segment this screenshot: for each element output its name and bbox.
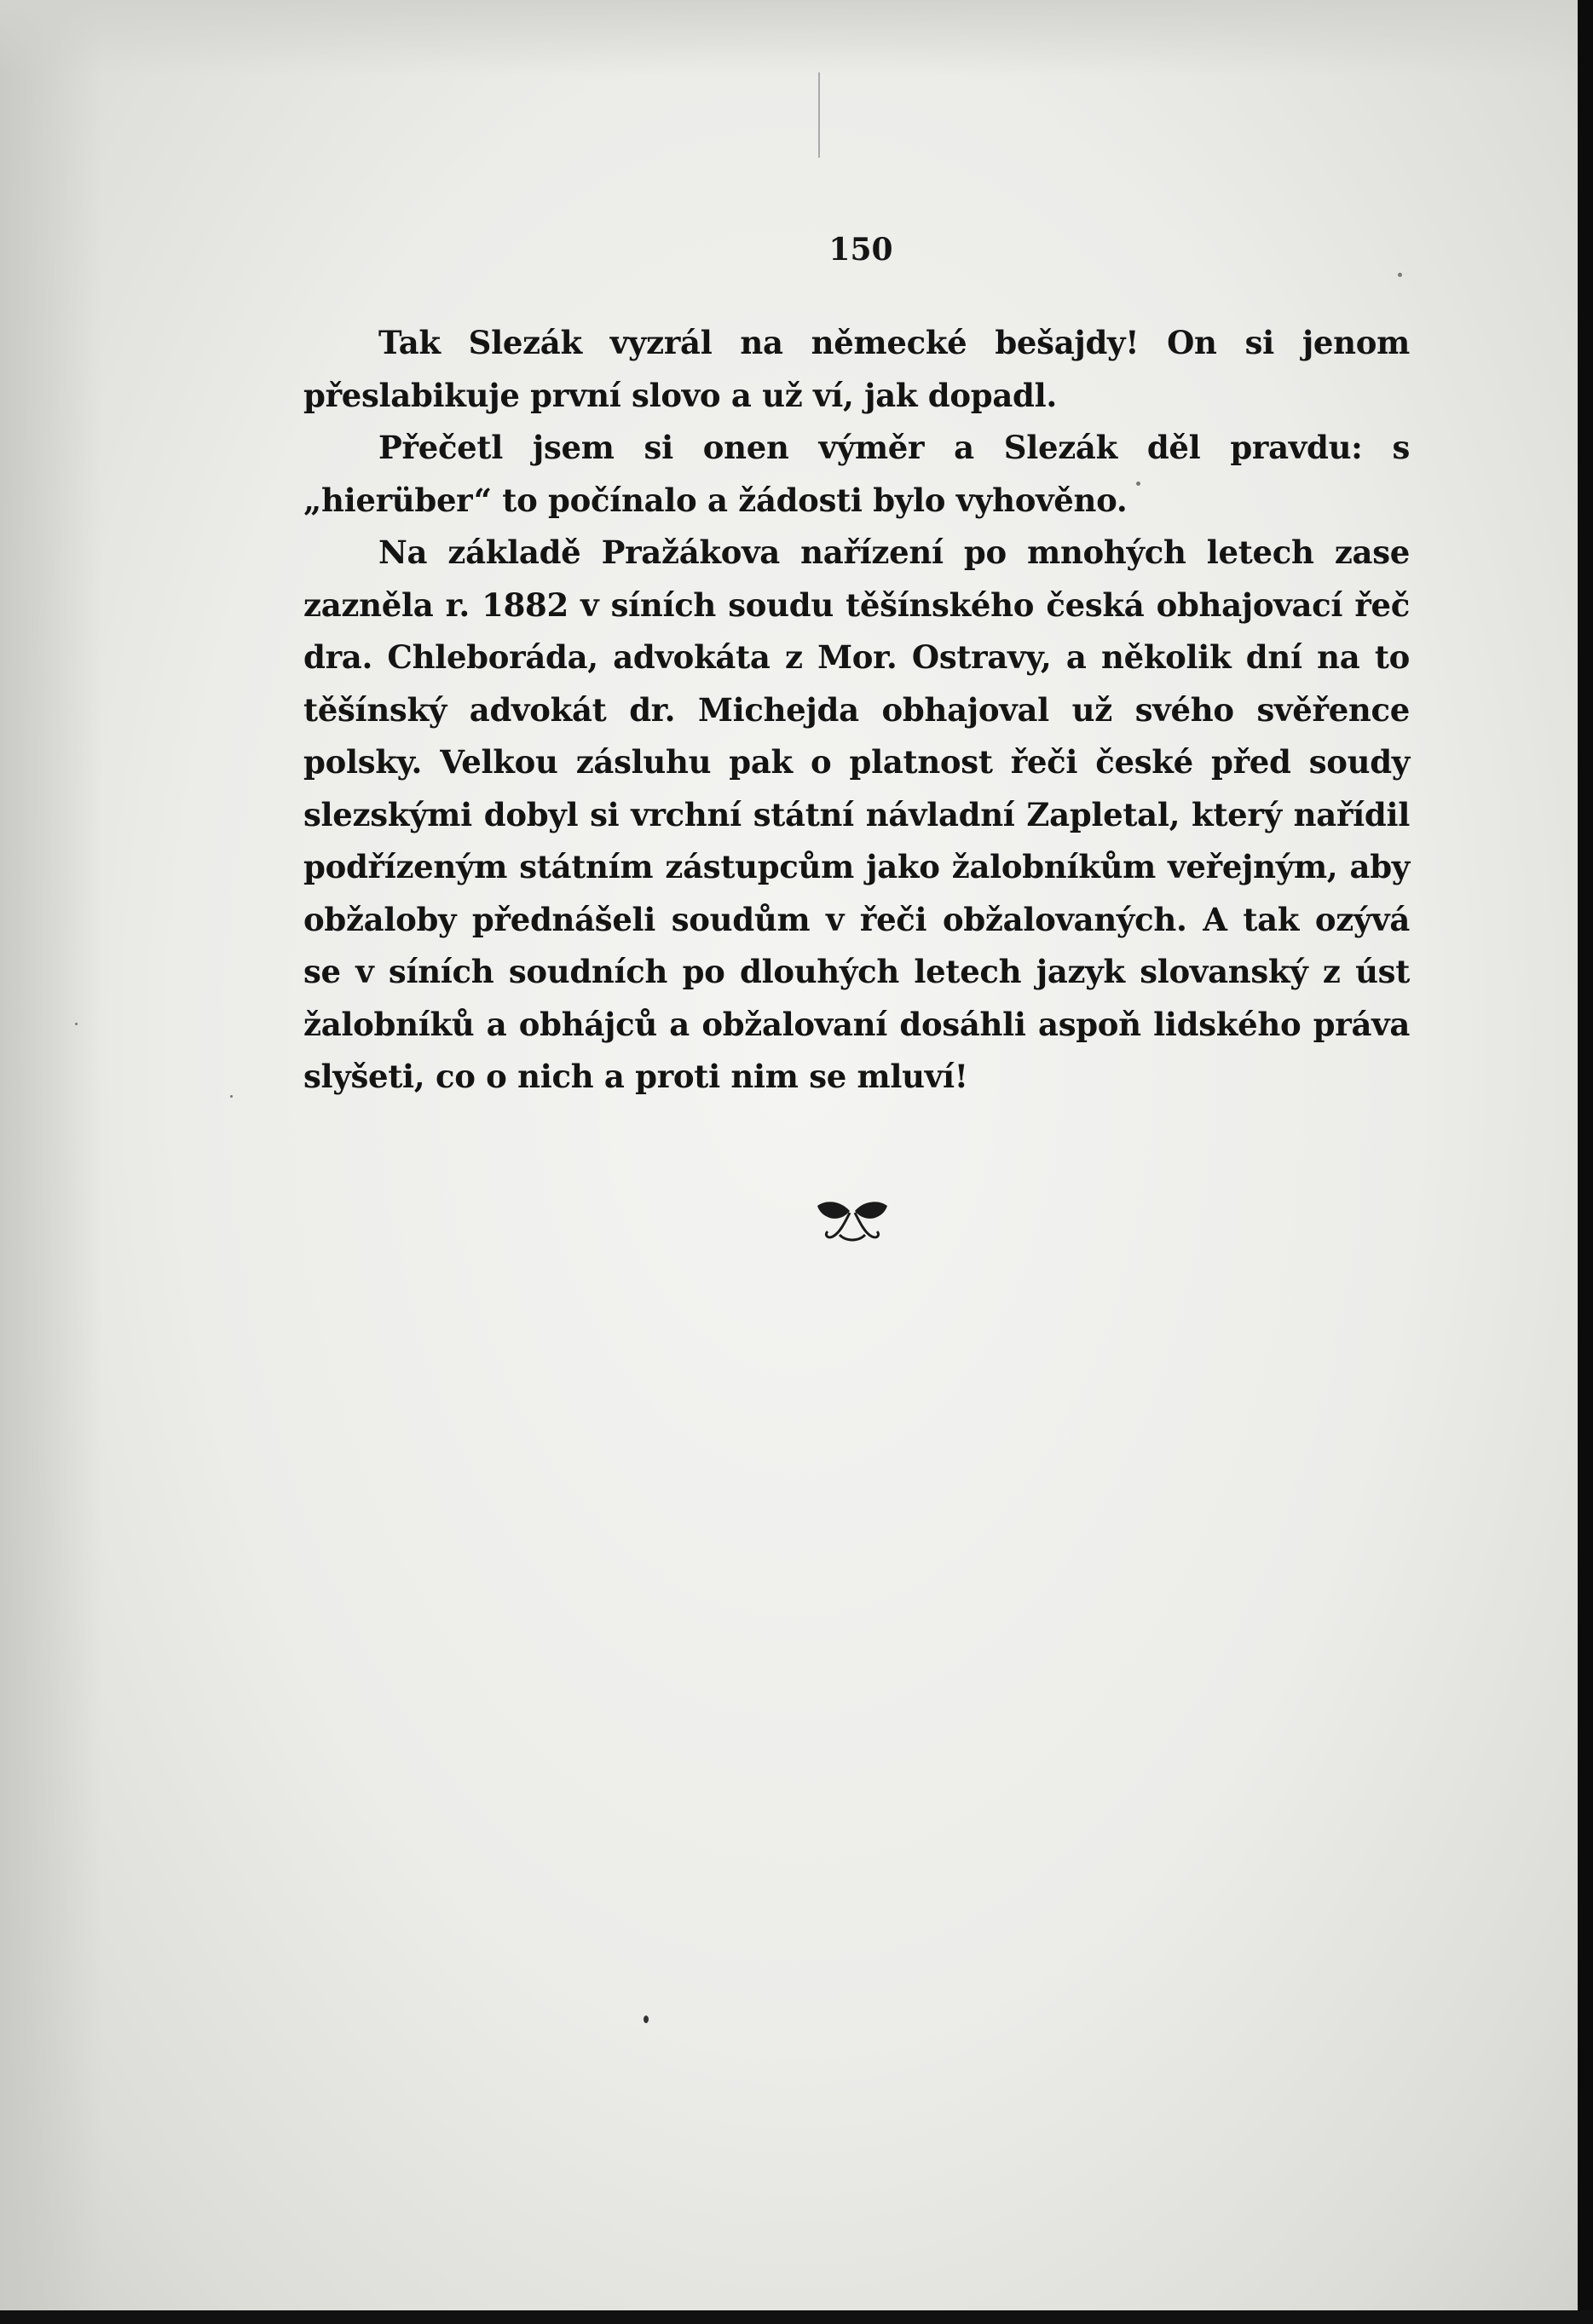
page-top-shadow [0,0,1593,77]
dust-speck [75,1023,78,1025]
body-text [303,317,1410,1104]
dust-speck [644,2015,649,2023]
fleuron-ornament-icon [814,1197,891,1245]
scan-mark [818,72,820,158]
page-left-shadow [0,0,102,2324]
page-number: 150 [828,232,893,268]
paragraph: Přečetl jsem si onen výměr a Slezák děl pravdu: s „hierüber“ to počínalo a žádosti bylo vyhověno. [303,429,1410,519]
dust-speck [1398,273,1402,277]
paragraph: Tak Slezák vyzrál na německé bešajdy! On si jenom přeslabikuje první slovo a už ví, jak dopadl. [303,324,1410,414]
scan-right-border [1578,0,1593,2324]
scan-bottom-border [0,2310,1593,2324]
paragraph: Na základě Pražákova nařízení po mnohých letech zase zazněla r. 1882 v síních soudu těšínského česká obhajovací řeč dra. Chleboráda, advokáta z Mor. Ostravy, a několik dní na to těšínský advokát dr. Michejda obhajoval už svého svěřence polsky. Velkou zásluhu pak o platnost řeči české před soudy slezskými dobyl si vrchní státní návladní Zapletal, který nařídil podřízeným státním zástupcům jako žalobníkům veřejným, aby obžaloby přednášeli soudům v řeči obžalovaných. A tak ozývá se v síních soudních po dlouhých letech jazyk slovanský z úst žalobníků a obhájců a obžalovaní dosáhli aspoň lidského práva slyšeti, co o nich a proti nim se mluví! [303,533,1410,1095]
dust-speck [230,1095,233,1098]
